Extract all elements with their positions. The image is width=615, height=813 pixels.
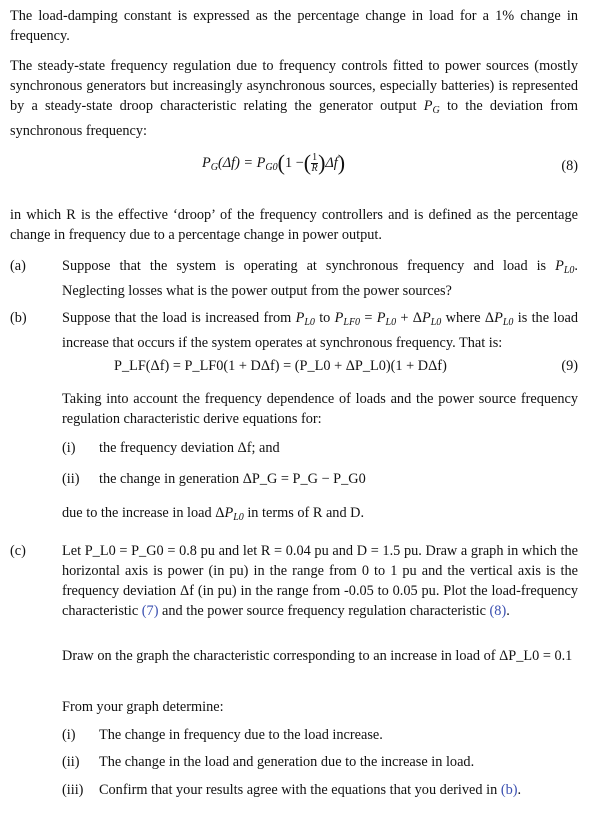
part-c-label: (c) <box>10 543 26 559</box>
part-b-paragraph-2: Taking into account the frequency dependence of loads and the power source frequency regulation characteristic derive equations for: <box>62 391 578 427</box>
paragraph-droop-definition: in which R is the effective ‘droop’ of the frequency controllers and is defined as the percentage change in frequency due to a percentage change in power output. <box>10 207 578 243</box>
part-a-text: Suppose that the system is operating at synchronous frequency and load is $P_{L0}$. Neglecting losses what is the power output from the power sources? <box>62 258 578 299</box>
paragraph-load-damping: The load-damping constant is expressed as the percentage change in load for a 1% change in frequency. <box>10 8 578 44</box>
equation-9-number: (9) <box>561 358 578 374</box>
part-b-text: Suppose that the load is increased from $P_{L0}$ to $P_{LF0} = P_{L0} + \Delta P_{L0}$ where $\Delta P_{L0}$ is the load increase that occurs if the system operates at synchronous frequency. That is: <box>62 310 578 351</box>
equation-7-link[interactable]: (7) <box>141 603 159 619</box>
equation-8: $P_G(\Delta f) = P_{G0}(1$ −( $\frac{1}{R}$ )Δf) <box>202 150 346 175</box>
part-c-paragraph-2: Draw on the graph the characteristic corresponding to an increase in load of ΔP_L0 = 0.1 <box>62 648 573 664</box>
part-b-link[interactable]: (b) <box>500 782 518 798</box>
document-page: The load-damping constant is expressed as the percentage change in load for a 1% change in frequency. The steady-state frequency regulation due to frequency controls fitted to power sources (mostly synchronous generators but increasingly asynchronous sources, especially batteries) is represented by a steady-state droop characteristic relating the generator output $P_G$ to the deviation from synchronous frequency: $P_G(\Delta f) = P_{G0}(1$ −( $\frac{1}{R}$ )Δf) (8) in which R is the effective ‘droop’ of the frequency controllers and is defined as the percentage change in frequency due to a percentage change in power output. (a) Suppose that the system is operating at synchronous frequency and load is $P_{L0}$. Neglecting losses what is the power output from the power sources? (b) Suppose that the load is increased from $P_{L0}$ to $P_{LF0} = P_{L0} + \Delta P_{L0}$ where $\Delta P_{L0}$ is the load increase that occurs if the system operates at synchronous frequency. That is: P_LF(Δf) = P_LF0(1 + DΔf) = (P_L0 + ΔP_L0)(1 + DΔf) (9) Taking into account the frequency dependence of loads and the power source frequency regulation characteristic derive equations for: (i) the frequency deviation Δf; and (ii) the change in generation ΔP_G = P_G − P_G0 due to the increase in load $\Delta P_{L0}$ in terms of R and D. (c) Let P_L0 = P_G0 = 0.8 pu and let R = 0.04 pu and D = 1.5 pu. Draw a graph in which the horizontal axis is power (in pu) in the range from 0 to 1 pu and the vertical axis is the frequency deviation Δf (in pu) in the range from -0.05 to 0.05 pu. Plot the load-frequency characteristic (7) and the power source frequency regulation characteristic (8). Draw on the graph the characteristic corresponding to an increase in load of ΔP_L0 = 0.1 From your graph determine: (i) The change in frequency due to the load increase. (ii) The change in the load and generation due to the increase in load. (iii) Confirm that your results agree with the equations that you derived in (b). <box>10 8 579 798</box>
part-b-label: (b) <box>10 310 27 326</box>
equation-9: P_LF(Δf) = P_LF0(1 + DΔf) = (P_L0 + ΔP_L0)(1 + DΔf) <box>114 358 447 374</box>
equation-8-number: (8) <box>561 158 578 174</box>
part-a-label: (a) <box>10 258 26 274</box>
part-b-due-line: due to the increase in load $\Delta P_{L0}$ in terms of R and D. <box>62 505 365 523</box>
part-c-paragraph-3: From your graph determine: <box>62 699 224 715</box>
equation-8-link[interactable]: (8) <box>489 603 507 619</box>
part-c-text: Let P_L0 = P_G0 = 0.8 pu and let R = 0.04 pu and D = 1.5 pu. Draw a graph in which the horizontal axis is power (in pu) in the range from 0 to 1 pu and the vertical axis is the frequency deviation Δf (in pu) in the range from -0.05 to 0.05 pu. Plot the load-frequency characteristic (7) and the power source frequency regulation characteristic (8). <box>62 543 578 619</box>
paragraph-droop-intro: The steady-state frequency regulation due to frequency controls fitted to power sources (mostly synchronous generators but increasingly asynchronous sources, especially batteries) is represented by a steady-state droop characteristic relating the generator output $P_G$ to the deviation from synchronous frequency: <box>10 58 579 139</box>
